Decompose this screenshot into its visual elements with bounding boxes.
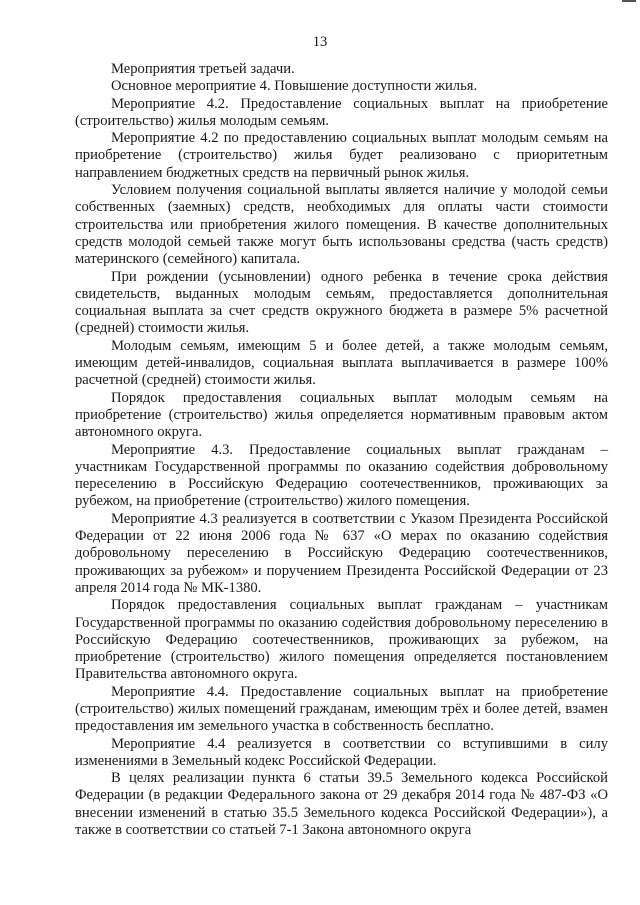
- paragraph-activity-4-2-title: Мероприятие 4.2. Предоставление социальных выплат на приобретение (строительство) жилья молодым семьям.: [75, 95, 608, 129]
- paragraph-activity-4-3-title: Мероприятие 4.3. Предоставление социальных выплат гражданам – участникам Государственной программы по оказанию содействия добровольному переселению в Российскую Федерацию соотечественников, проживающих за рубежом, на приобретение (строительство) жилого помещения.: [75, 441, 608, 510]
- paragraph-section-heading: Мероприятия третьей задачи.: [111, 61, 295, 77]
- paragraph-compatriots-procedure: Порядок предоставления социальных выплат гражданам – участникам Государственной программы по оказанию содействия добровольному переселению в Российскую Федерацию соотечественников, проживающих за рубежом, на приобретение (строительство) жилого помещения определяется постановлением Правительства автономного округа.: [75, 597, 608, 683]
- scan-corner-mark: [622, 0, 636, 7]
- paragraph-young-families-procedure: Порядок предоставления социальных выплат молодым семьям на приобретение (строительство) жилья определяется нормативным правовым актом автономного округа.: [75, 389, 608, 441]
- paragraph-large-families: Молодым семьям, имеющим 5 и более детей, а также молодым семьям, имеющим детей-инвалидов, социальная выплата выплачивается в размере 100% расчетной (средней) стоимости жилья.: [75, 337, 608, 389]
- paragraph-activity-4-3-basis: Мероприятие 4.3 реализуется в соответствии с Указом Президента Российской Федерации от 22 июня 2006 года № 637 «О мерах по оказанию содействия добровольному переселению в Российскую Федерацию соотечественников, проживающих за рубежом» и поручением Президента Российской Федерации от 23 апреля 2014 года № МК-1380.: [75, 510, 608, 596]
- paragraph-payment-condition: Условием получения социальной выплаты является наличие у молодой семьи собственных (заемных) средств, необходимых для оплаты части стоимости строительства или приобретения жилого помещения. В качестве дополнительных средств молодой семьей также могут быть использованы средства (часть средств) материнского (семейного) капитала.: [75, 182, 608, 268]
- paragraph-child-birth-payment: При рождении (усыновлении) одного ребенка в течение срока действия свидетельств, выданных молодым семьям, предоставляется дополнительная социальная выплата за счет средств окружного бюджета в размере 5% расчетной (средней) стоимости жилья.: [75, 268, 608, 337]
- paragraph-activity-4-2-description: Мероприятие 4.2 по предоставлению социальных выплат молодым семьям на приобретение (строительство) жилья будет реализовано с приоритетным направлением бюджетных средств на первичный рынок жилья.: [75, 130, 608, 181]
- paragraph-activity-4-4-basis: Мероприятие 4.4 реализуется в соответствии со вступившими в силу изменениями в Земельный кодекс Российской Федерации.: [75, 735, 608, 769]
- paragraph-activity-4-4-title: Мероприятие 4.4. Предоставление социальных выплат на приобретение (строительство) жилых помещений гражданам, имеющим трёх и более детей, взамен предоставления им земельного участка в собственность бесплатно.: [75, 683, 608, 735]
- page-number: 13: [312, 34, 328, 50]
- paragraph-land-code-implementation: В целях реализации пункта 6 статьи 39.5 Земельного кодекса Российской Федерации (в редакции Федерального закона от 29 декабря 2014 года № 487-ФЗ «О внесении изменений в статью 35.5 Земельного кодекса Российской Федерации»), а также в соответствии со статьей 7-1 Закона автономного округа: [75, 770, 608, 839]
- paragraph-main-activity-4: Основное мероприятие 4. Повышение доступности жилья.: [111, 78, 478, 95]
- document-body: [75, 61, 608, 839]
